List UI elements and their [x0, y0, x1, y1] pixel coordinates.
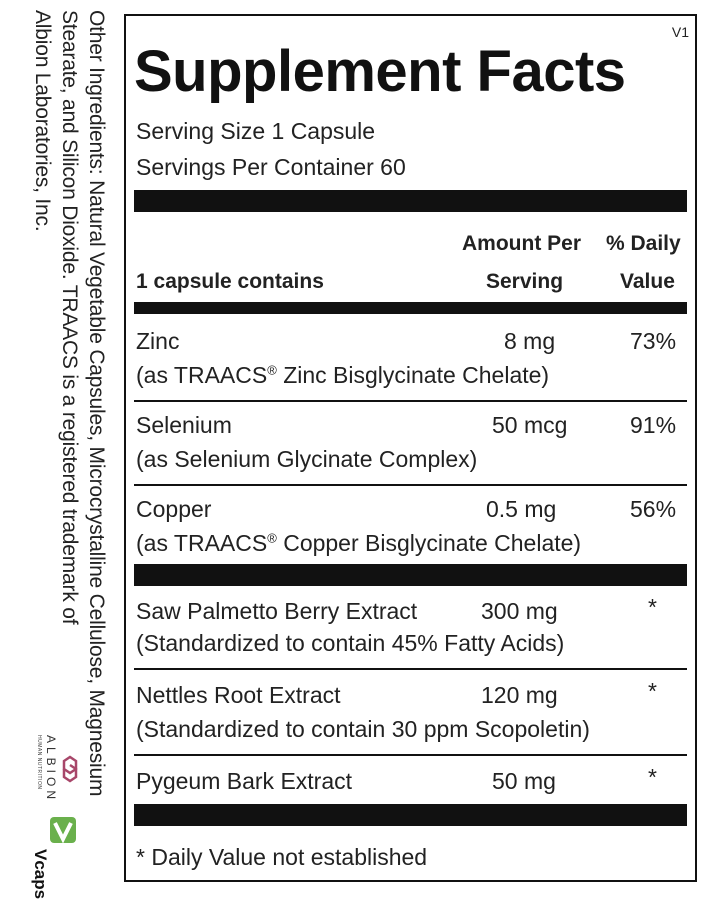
other-ingredients-line-2: Stearate, and Silicon Dioxide. TRAACS is a registered trademark of [58, 10, 81, 625]
supplement-facts-panel [124, 14, 697, 882]
albion-subtitle: HUMAN NUTRITION [36, 735, 42, 790]
row-divider [134, 668, 687, 670]
extract-amount: 50 mg [492, 768, 556, 794]
nutrient-amount: 0.5 mg [486, 496, 557, 522]
extract-name: Pygeum Bark Extract [136, 768, 353, 794]
vcaps-leaf-icon [48, 815, 78, 845]
nutrient-dv: 73% [630, 328, 677, 354]
other-ingredients-line-3: Albion Laboratories, Inc. [31, 10, 54, 232]
nutrient-dv: 56% [630, 496, 677, 522]
vcaps-logo-text: Vcaps [31, 849, 50, 900]
albion-logo-text: ALBION [44, 735, 58, 804]
nutrient-source: (as Selenium Glycinate Complex) [136, 446, 478, 472]
extract-name: Saw Palmetto Berry Extract [136, 598, 418, 624]
thick-divider [134, 564, 687, 586]
nutrient-name: Zinc [136, 328, 180, 354]
thick-divider [134, 190, 687, 212]
extract-amount: 300 mg [481, 598, 558, 624]
amount-header-line-2: Serving [486, 270, 564, 293]
extract-dv: * [648, 764, 657, 790]
servings-per-container: Servings Per Container 60 [136, 154, 406, 180]
row-divider [134, 400, 687, 402]
header-divider [134, 302, 687, 314]
thick-divider [134, 804, 687, 826]
extract-dv: * [648, 594, 657, 620]
albion-logo-icon [60, 755, 80, 783]
certification-logos [8, 735, 88, 900]
nutrient-dv: 91% [630, 412, 677, 438]
version-label: V1 [671, 24, 689, 40]
extract-amount: 120 mg [481, 682, 558, 708]
row-divider [134, 754, 687, 756]
dv-header-line-1: % Daily [606, 232, 681, 255]
nutrient-name: Selenium [136, 412, 232, 438]
extract-name: Nettles Root Extract [136, 682, 341, 708]
nutrient-amount: 50 mcg [492, 412, 568, 438]
dv-header-line-2: Value [620, 270, 675, 293]
nutrient-name: Copper [136, 496, 212, 522]
extract-dv: * [648, 678, 657, 704]
footnote: * Daily Value not established [136, 844, 428, 870]
serving-size: Serving Size 1 Capsule [136, 118, 376, 144]
extract-note: (Standardized to contain 45% Fatty Acids) [136, 630, 565, 656]
amount-header-line-1: Amount Per [462, 232, 582, 255]
nutrient-source: (as TRAACS® Zinc Bisglycinate Chelate) [136, 362, 550, 388]
row-divider [134, 484, 687, 486]
other-ingredients-line-1: Other Ingredients: Natural Vegetable Capsules, Microcrystalline Cellulose, Magnesium [85, 10, 108, 797]
contains-header: 1 capsule contains [136, 270, 324, 293]
nutrient-amount: 8 mg [504, 328, 556, 354]
panel-title: Supplement Facts [134, 39, 626, 104]
extract-note: (Standardized to contain 30 ppm Scopoletin) [136, 716, 590, 742]
nutrient-source: (as TRAACS® Copper Bisglycinate Chelate) [136, 530, 582, 556]
